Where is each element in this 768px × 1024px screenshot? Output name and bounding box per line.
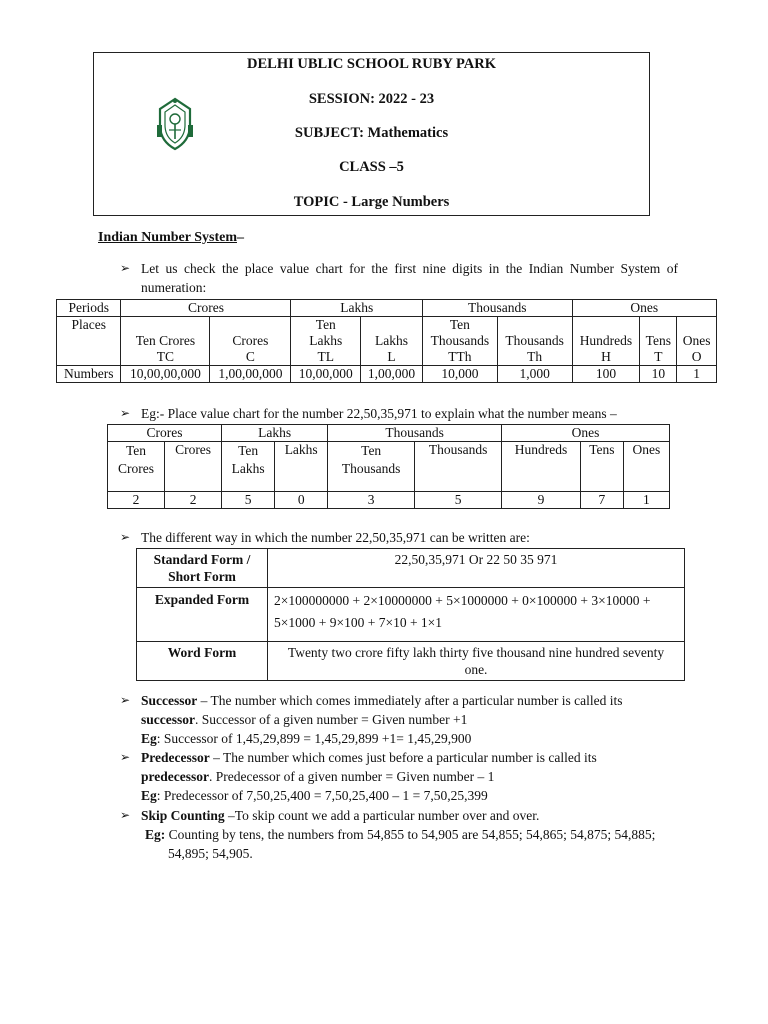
table-cell: Ten Lakhs — [222, 442, 275, 492]
table-cell: 22,50,35,971 Or 22 50 35 971 — [268, 549, 685, 588]
table-cell: Crores — [121, 300, 291, 317]
table-cell: Ten Crores TC — [121, 317, 210, 366]
table-cell: Lakhs — [275, 442, 328, 492]
table-cell: Crores C — [210, 317, 291, 366]
table-cell: Tens T — [640, 317, 677, 366]
table-cell: Periods — [57, 300, 121, 317]
table-cell: Ones — [572, 300, 717, 317]
table-cell: Ones O — [677, 317, 717, 366]
forms-intro: The different way in which the number 22,50,35,971 can be written are: — [141, 530, 530, 545]
table-row — [137, 549, 685, 588]
arrow-bullet-icon: ➢ — [120, 693, 131, 707]
table-cell: 5 — [415, 492, 502, 509]
table-cell: 10,000 — [423, 366, 498, 383]
table-cell: 1 — [677, 366, 717, 383]
table-cell: 2×100000000 + 2×10000000 + 5×1000000 + 0×100000 + 3×10000 + 5×1000 + 9×100 + 7×10 + 1×1 — [268, 588, 685, 642]
table-cell: Thousands — [423, 300, 573, 317]
table-cell: Numbers — [57, 366, 121, 383]
skip-counting-paragraph: Skip Counting –To skip count we add a particular number over and over. — [141, 808, 540, 823]
number-forms-table — [136, 548, 685, 681]
table-cell: Thousands — [415, 442, 502, 492]
table-cell: Lakhs L — [361, 317, 423, 366]
intro-text: Let us check the place value chart for the first nine digits in the Indian Number System of numeration: — [141, 261, 678, 295]
school-name: DELHI UBLIC SCHOOL RUBY PARK — [247, 56, 496, 72]
table-cell: 2 — [108, 492, 165, 509]
successor-paragraph: Successor – The number which comes immediately after a particular number is called its successor. Successor of a given number = Given number +1 Eg: Successor of 1,45,29,899 = 1,45,29,899 +1= 1,45,29,900 — [141, 693, 623, 746]
table-row — [108, 442, 670, 492]
table-cell: Ones — [502, 425, 670, 442]
predecessor-paragraph: Predecessor – The number which comes just before a particular number is called its predecessor. Predecessor of a given number = Given number – 1 Eg: Predecessor of 7,50,25,400 = 7,50,25,400 – 1 = 7,50,25,399 — [141, 750, 597, 803]
table-cell: Lakhs — [222, 425, 328, 442]
table-cell: 5 — [222, 492, 275, 509]
example-intro: Eg:- Place value chart for the number 22,50,35,971 to explain what the number means – — [141, 406, 617, 421]
table-row — [108, 425, 670, 442]
arrow-bullet-icon: ➢ — [120, 406, 131, 420]
arrow-bullet-icon: ➢ — [120, 261, 131, 275]
table-cell: Twenty two crore fifty lakh thirty five thousand nine hundred seventy one. — [268, 642, 685, 681]
table-cell: 1,00,00,000 — [210, 366, 291, 383]
table-cell: 10,00,000 — [291, 366, 361, 383]
table-cell: 10 — [640, 366, 677, 383]
table-cell: Places — [57, 317, 121, 366]
table-row — [57, 317, 717, 366]
table-cell: 9 — [502, 492, 581, 509]
table-cell: Crores — [108, 425, 222, 442]
table-cell: Ten Thousands TTh — [423, 317, 498, 366]
table-cell: Hundreds — [502, 442, 581, 492]
table-row — [137, 588, 685, 642]
topic: TOPIC - Large Numbers — [293, 194, 450, 210]
table-cell: Thousands Th — [497, 317, 572, 366]
section-title: Indian Number System– — [98, 230, 244, 245]
table-cell: 0 — [275, 492, 328, 509]
table-cell: Lakhs — [291, 300, 423, 317]
table-cell: 10,00,00,000 — [121, 366, 210, 383]
place-value-chart-table — [56, 299, 717, 383]
table-cell: Standard Form / Short Form — [137, 549, 268, 588]
table-row — [57, 366, 717, 383]
table-cell: Crores — [165, 442, 222, 492]
subject: SUBJECT: Mathematics — [294, 125, 449, 141]
skip-counting-example: Eg: Counting by tens, the numbers from 54,855 to 54,905 are 54,855; 54,865; 54,875; 54,885; 54,895; 54,905. — [145, 827, 656, 861]
table-cell: Ten Thousands — [328, 442, 415, 492]
arrow-bullet-icon: ➢ — [120, 530, 131, 544]
table-cell: 2 — [165, 492, 222, 509]
class-label: CLASS –5 — [339, 159, 404, 175]
table-cell: Thousands — [328, 425, 502, 442]
table-cell: 1 — [623, 492, 669, 509]
example-place-value-table — [107, 424, 670, 509]
table-row — [137, 642, 685, 681]
table-cell: 100 — [572, 366, 640, 383]
session: SESSION: 2022 - 23 — [308, 91, 435, 107]
table-cell: 1,000 — [497, 366, 572, 383]
table-cell: Word Form — [137, 642, 268, 681]
table-cell: Ones — [623, 442, 669, 492]
header-box — [93, 52, 650, 216]
arrow-bullet-icon: ➢ — [120, 750, 131, 764]
table-cell: Expanded Form — [137, 588, 268, 642]
table-row — [108, 492, 670, 509]
table-cell: Ten Crores — [108, 442, 165, 492]
table-cell: Ten Lakhs TL — [291, 317, 361, 366]
table-cell: 7 — [580, 492, 623, 509]
table-cell: Tens — [580, 442, 623, 492]
arrow-bullet-icon: ➢ — [120, 808, 131, 822]
table-row — [57, 300, 717, 317]
table-cell: 3 — [328, 492, 415, 509]
table-cell: Hundreds H — [572, 317, 640, 366]
table-cell: 1,00,000 — [361, 366, 423, 383]
